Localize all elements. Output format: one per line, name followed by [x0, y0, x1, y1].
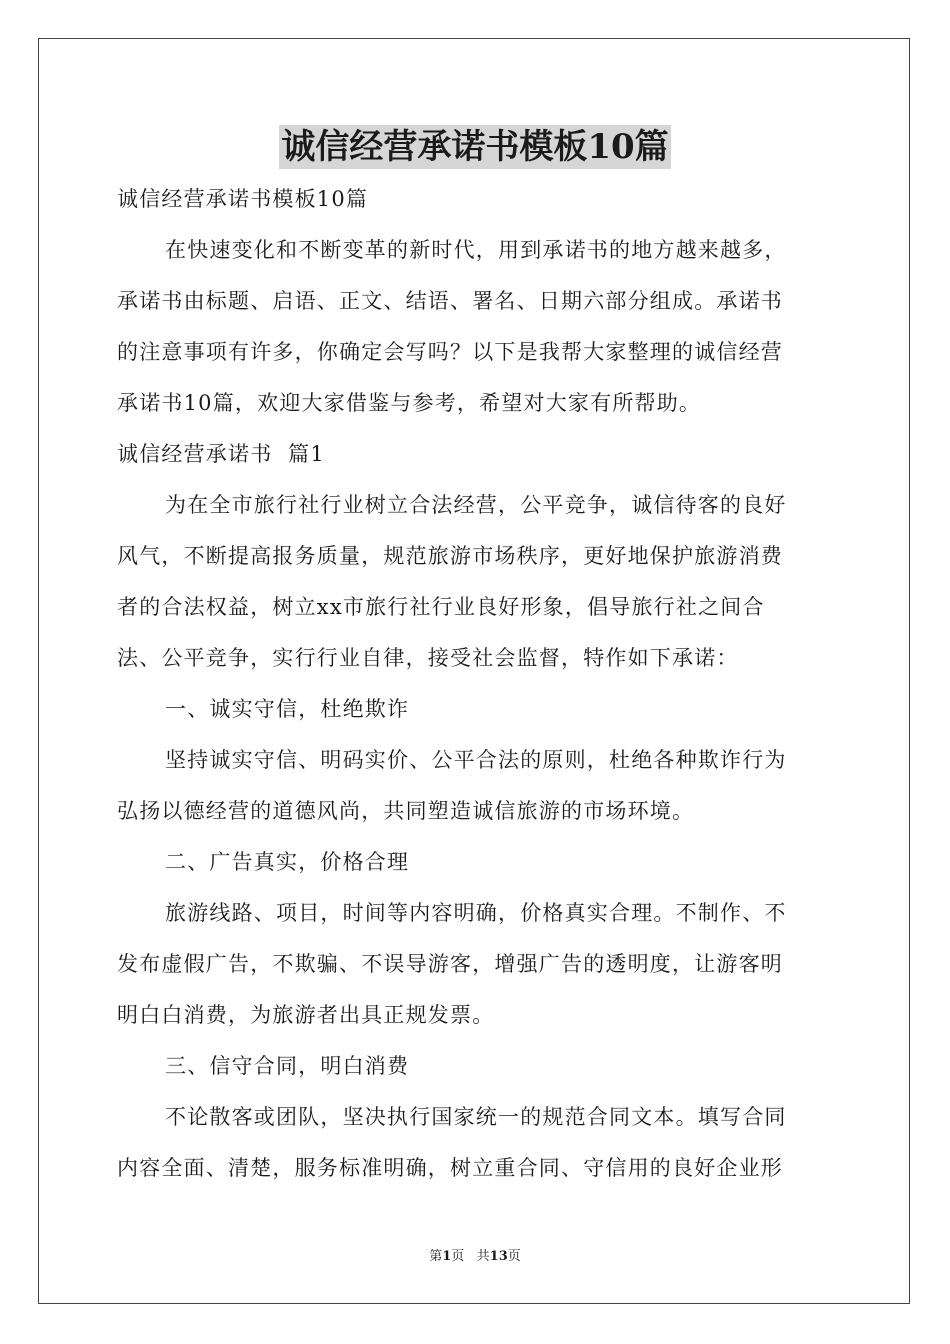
document-body [117, 180, 833, 1200]
paragraph-line: 坚持诚实守信、明码实价、公平合法的原则，杜绝各种欺诈行为 [165, 748, 787, 772]
intro-line: 承诺书10篇，欢迎大家借鉴与参考，希望对大家有所帮助。 [117, 391, 702, 415]
page-total: 13 [489, 1249, 508, 1264]
page-mid: 页 共 [451, 1249, 490, 1264]
intro-line: 在快速变化和不断变革的新时代，用到承诺书的地方越来越多， [165, 238, 787, 262]
title-wrap [0, 125, 950, 169]
intro-line: 的注意事项有许多，你确定会写吗？以下是我帮大家整理的诚信经营 [117, 340, 783, 364]
item-heading: 一、诚实守信，杜绝欺诈 [165, 697, 410, 721]
item-heading: 三、信守合同，明白消费 [165, 1054, 410, 1078]
paragraph-line: 不论散客或团队，坚决执行国家统一的规范合同文本。填写合同 [165, 1105, 787, 1129]
page-current: 1 [442, 1249, 452, 1264]
intro-line: 承诺书由标题、启语、正文、结语、署名、日期六部分组成。承诺书 [117, 289, 783, 313]
subtitle: 诚信经营承诺书模板10篇 [117, 187, 369, 211]
paragraph-line: 风气，不断提高报务质量，规范旅游市场秩序，更好地保护旅游消费 [117, 544, 783, 568]
section-heading: 诚信经营承诺书 篇1 [117, 442, 325, 466]
item-heading: 二、广告真实，价格合理 [165, 850, 410, 874]
page-prefix: 第 [429, 1249, 443, 1264]
paragraph-line: 者的合法权益，树立xx市旅行社行业良好形象，倡导旅行社之间合 [117, 595, 765, 619]
paragraph-line: 内容全面、清楚，服务标准明确，树立重合同、守信用的良好企业形 [117, 1156, 783, 1180]
paragraph-line: 法、公平竞争，实行行业自律，接受社会监督，特作如下承诺： [117, 646, 739, 670]
paragraph-line: 弘扬以德经营的道德风尚，共同塑造诚信旅游的市场环境。 [117, 799, 695, 823]
page-footer [0, 1249, 950, 1265]
paragraph-line: 为在全市旅行社行业树立合法经营，公平竞争，诚信待客的良好 [165, 493, 787, 517]
page-suffix: 页 [507, 1249, 521, 1264]
paragraph-line: 旅游线路、项目，时间等内容明确，价格真实合理。不制作、不 [165, 901, 787, 925]
paragraph-line: 发布虚假广告，不欺骗、不误导游客，增强广告的透明度，让游客明 [117, 952, 783, 976]
document-title: 诚信经营承诺书模板10篇 [281, 127, 669, 167]
paragraph-line: 明白白消费，为旅游者出具正规发票。 [117, 1003, 495, 1027]
